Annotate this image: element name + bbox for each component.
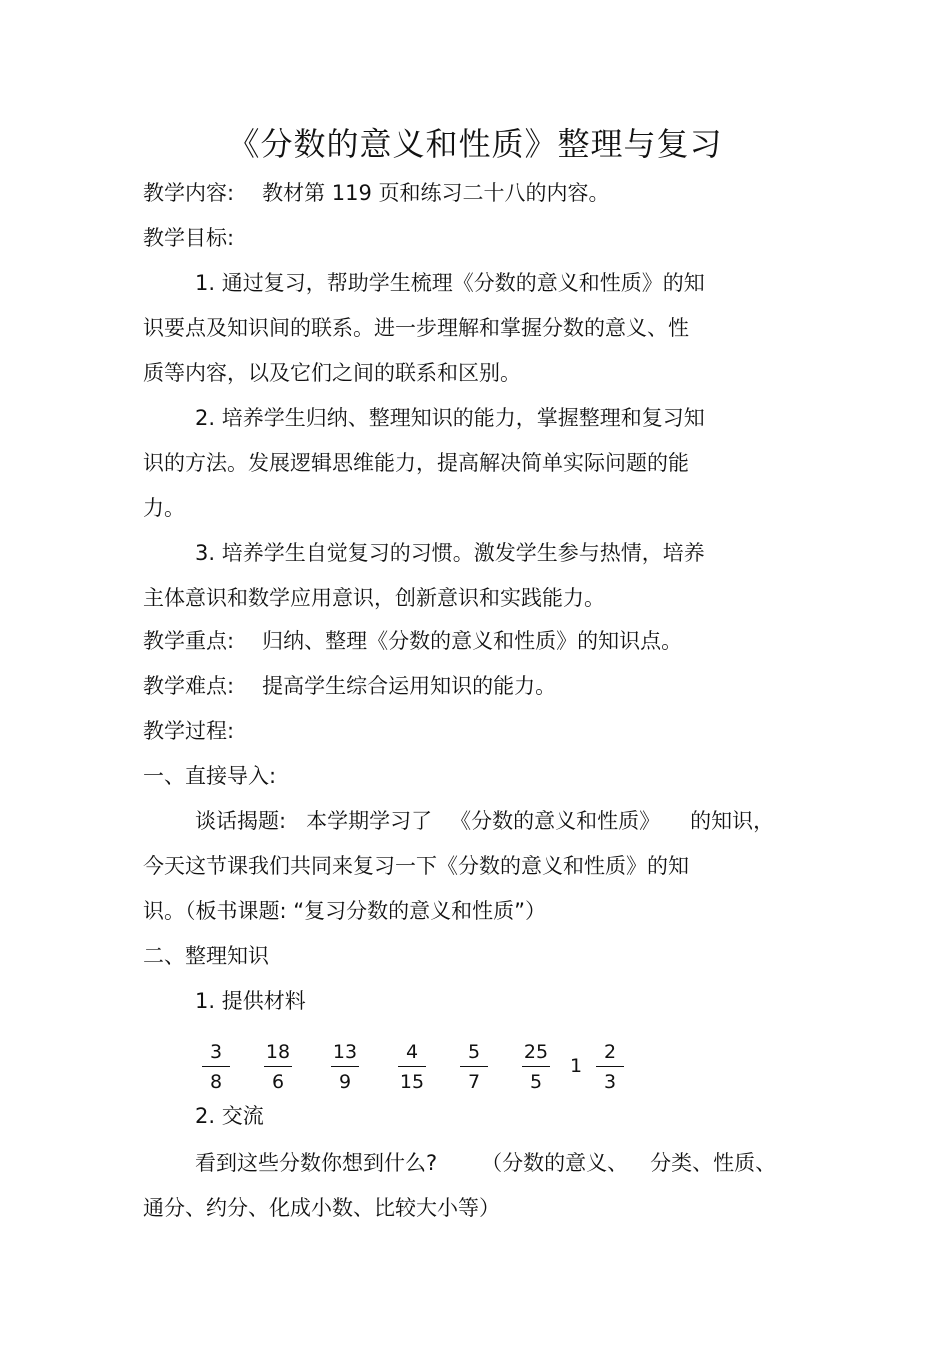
denominator: 7 (467, 1071, 481, 1093)
question-line-1 (195, 1147, 776, 1179)
numerator: 18 (265, 1041, 291, 1063)
question-line-2: 通分、约分、化成小数、比较大小等） (143, 1196, 500, 1220)
intro-topic-label: 谈话揭题: (195, 809, 287, 833)
key-point-text: 归纳、整理《分数的意义和性质》的知识点。 (262, 629, 683, 653)
fraction (590, 1040, 630, 1096)
goal-1-line-1: 1. 通过复习，帮助学生梳理《分数的意义和性质》的知 (195, 271, 705, 295)
goal-2-line-1: 2. 培养学生归纳、整理知识的能力，掌握整理和复习知 (195, 406, 705, 430)
key-point-label: 教学重点: (143, 629, 235, 653)
denominator: 9 (338, 1071, 352, 1093)
section-1-heading: 一、直接导入: (143, 764, 277, 788)
numerator: 25 (523, 1041, 549, 1063)
section-2-heading: 二、整理知识 (143, 944, 269, 968)
intro-line-2: 今天这节课我们共同来复习一下《分数的意义和性质》的知 (143, 854, 689, 878)
fraction (258, 1040, 298, 1096)
question-text: 看到这些分数你想到什么? (195, 1151, 438, 1175)
intro-text-a: 本学期学习了 (306, 809, 433, 833)
fraction (325, 1040, 365, 1096)
intro-text-b: 《分数的意义和性质》 (450, 809, 661, 833)
exchange-heading: 2. 交流 (195, 1104, 264, 1128)
page-title: 《分数的意义和性质》整理与复习 (227, 125, 723, 163)
teaching-key-point (143, 625, 682, 657)
goal-3-line-2: 主体意识和数学应用意识，创新意识和实践能力。 (143, 586, 605, 610)
denominator: 3 (603, 1071, 617, 1093)
difficulty-label: 教学难点: (143, 674, 235, 698)
goal-2-line-3: 力。 (143, 496, 185, 520)
teaching-process-label: 教学过程: (143, 719, 235, 743)
fraction (392, 1040, 432, 1096)
provide-materials: 1. 提供材料 (195, 989, 306, 1013)
teaching-difficulty (143, 670, 556, 702)
goal-2-line-2: 识的方法。发展逻辑思维能力，提高解决简单实际问题的能 (143, 451, 689, 475)
goal-1-line-2: 识要点及知识间的联系。进一步理解和掌握分数的意义、性 (143, 316, 689, 340)
goal-1-line-3: 质等内容，以及它们之间的联系和区别。 (143, 361, 521, 385)
numerator: 2 (603, 1041, 617, 1063)
denominator: 6 (271, 1071, 285, 1093)
answer-text-b: 分类、性质、 (650, 1151, 777, 1175)
denominator: 15 (399, 1071, 425, 1093)
teaching-content-label: 教学内容: (143, 181, 235, 205)
fraction (196, 1040, 236, 1096)
intro-text-c: 的知识， (690, 809, 775, 833)
teaching-content (143, 177, 610, 209)
numerator: 3 (209, 1041, 223, 1063)
fraction (454, 1040, 494, 1096)
fraction (516, 1040, 556, 1096)
difficulty-text: 提高学生综合运用知识的能力。 (262, 674, 557, 698)
numerator: 4 (405, 1041, 419, 1063)
goal-3-line-1: 3. 培养学生自觉复习的习惯。激发学生参与热情，培养 (195, 541, 705, 565)
teaching-content-text: 教材第 119 页和练习二十八的内容。 (262, 181, 610, 205)
denominator: 8 (209, 1071, 223, 1093)
numerator: 5 (467, 1041, 481, 1063)
answer-text-a: （分数的意义、 (481, 1151, 629, 1175)
intro-line-1 (195, 805, 774, 837)
whole-number: 1 (570, 1055, 583, 1077)
numerator: 13 (332, 1041, 358, 1063)
intro-line-3: 识。（板书课题: “复习分数的意义和性质”） (143, 899, 547, 923)
denominator: 5 (529, 1071, 543, 1093)
teaching-goals-label: 教学目标: (143, 226, 235, 250)
